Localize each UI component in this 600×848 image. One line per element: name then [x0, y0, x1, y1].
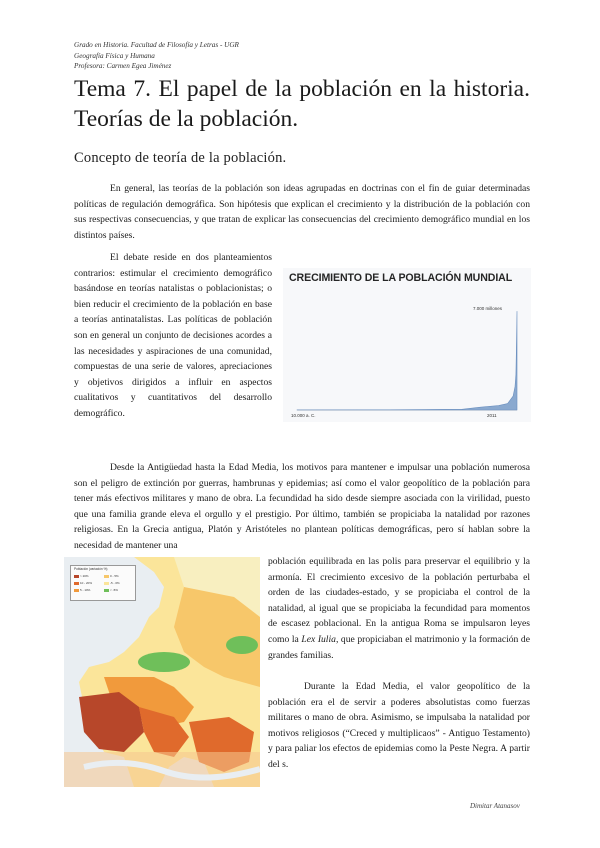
paragraph-1: En general, las teorías de la población son ideas agrupadas en doctrinas con el fin de guiar determinadas políticas de regulación demográfica. Son hipótesis que explican el crecimiento y la distribución de la población con sus respectivas consecuencias, y que tratan de explicar las consecuencias del crecimiento demográfico mundial en los distintos países.: [74, 183, 530, 241]
page-title: Tema 7. El papel de la población en la historia. Teorías de la población.: [74, 76, 530, 132]
header-subject: Geografía Física y Humana: [74, 51, 155, 60]
legend-item: 0 - 5%: [104, 574, 119, 578]
legend-item: -5 - 0%: [104, 581, 120, 585]
population-chart: [283, 268, 531, 422]
legend-swatch: [74, 589, 79, 592]
legend-item: < -5%: [104, 588, 118, 592]
chart-background: [283, 268, 531, 422]
x-tick-end: 2011: [487, 413, 497, 418]
legend-swatch: [104, 589, 109, 592]
legend-title: Población (variación %): [74, 567, 108, 571]
header-professor: Profesora: Carmen Egea Jiménez: [74, 62, 172, 70]
document-header: [74, 40, 239, 72]
europe-population-map: [64, 557, 260, 787]
paragraph-3: Desde la Antigüedad hasta la Edad Media, los motivos para mantener e impulsar una población numerosa son el peligro de extinción por guerras, hambrunas y epidemias; así como el valor geopolítico de la población para tener más efectivos militares y mano de obra. La fecundidad ha sido desde siempre asociada con la virilidad, puesto que una familia grande eleva el orgullo y el prestigio. Por último, también se propiciaba la natalidad por razones religiosas. En la Grecia antigua, Platón y Aristóteles no plantean políticas demográficas, pero sí hablan sobre la necesidad de mantener una: [74, 462, 530, 551]
header-course: Grado en Historia. Facultad de Filosofía y Letras - UGR: [74, 41, 239, 49]
map-region-green-2: [226, 636, 258, 654]
paragraph-4: población equilibrada en las polis para preservar el equilibrio y la armonía. El crecimiento excesivo de la población perturbaba el orden de las ciudades-estado, y se propiciaba el control de la natalidad, al igual que se propiciaba la fecundidad para momentos de escasez poblacional. En la antigua Roma se impulsaron leyes como la Lex Iulia, que propiciaban el matrimonio y la formación de grandes familias.: [268, 556, 530, 661]
legend-swatch: [104, 582, 109, 585]
map-region-green-1: [138, 652, 190, 672]
legend-swatch: [104, 575, 109, 578]
footer-author: Dimitar Atanasov: [470, 802, 520, 810]
peak-label: 7.000 millones: [473, 306, 503, 311]
x-tick-start: 10.000 a. C.: [291, 413, 316, 418]
legend-item: 5 - 10%: [74, 588, 90, 592]
paragraph-5: Durante la Edad Media, el valor geopolítico de la población era el de servir a poderes absolutistas como fuerzas militares o mano de obra. Asimismo, se impulsaba la natalidad por motivos religiosos (“Creced y multiplicaos” - Antiguo Testamento) y para paliar los efectos de epidemias como la Peste Negra. A partir del s.: [268, 681, 530, 770]
paragraph-2: El debate reside en dos planteamientos contrarios: estimular el crecimiento demográfico basándose en teorías natalistas o poblacionistas; o bien reducir el crecimiento de la población en base a teorías antinatalistas. Las políticas de población son en general un conjunto de decisiones acordes a las necesidades y aspiraciones de una comunidad, compuestas de una serie de valores, apreciaciones y objetivos dirigidos a influir en aspectos cualitativos y cuantitativos del desarrollo demográfico.: [74, 252, 272, 419]
section-subtitle: Concepto de teoría de la población.: [74, 150, 287, 166]
legend-swatch: [74, 575, 79, 578]
legend-item: > 20%: [74, 574, 89, 578]
lex-iulia: Lex Iulia: [301, 633, 336, 645]
legend-item: 10 - 20%: [74, 581, 92, 585]
population-chart-svg: [283, 268, 531, 422]
chart-title: CRECIMIENTO DE LA POBLACIÓN MUNDIAL: [289, 272, 513, 284]
map-legend: [70, 565, 136, 601]
legend-swatch: [74, 582, 79, 585]
